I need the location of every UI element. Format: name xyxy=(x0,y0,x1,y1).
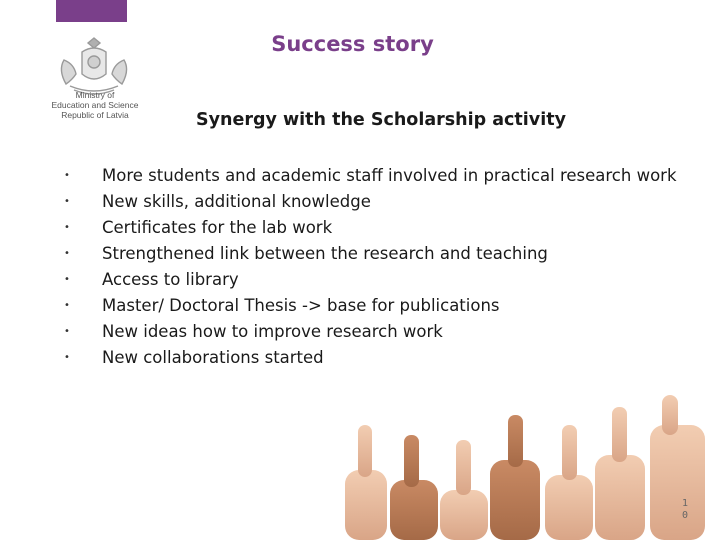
bullet-list xyxy=(60,165,700,373)
page-number xyxy=(678,498,692,522)
bullet-dot-icon: • xyxy=(64,300,70,311)
logo-line-3: Republic of Latvia xyxy=(61,110,129,120)
logo-line-2: Education and Science xyxy=(51,100,139,110)
bullet-text: New ideas how to improve research work xyxy=(102,322,443,341)
header-accent-bar xyxy=(56,0,127,22)
slide-subtitle: Synergy with the Scholarship activity xyxy=(196,110,566,130)
bullet-dot-icon: • xyxy=(64,274,70,285)
thumbs-up-image xyxy=(340,395,720,540)
list-item xyxy=(60,217,700,238)
bullet-dot-icon: • xyxy=(64,222,70,233)
list-item xyxy=(60,347,700,368)
bullet-text: New collaborations started xyxy=(102,348,324,367)
list-item xyxy=(60,191,700,212)
thumb-hand-6 xyxy=(595,407,645,540)
bullet-text: Master/ Doctoral Thesis -> base for publications xyxy=(102,296,500,315)
thumb-hand-4 xyxy=(490,415,540,540)
list-item xyxy=(60,321,700,342)
page-number-digit-2: 0 xyxy=(681,510,689,521)
bullet-text: Certificates for the lab work xyxy=(102,218,333,237)
bullet-dot-icon: • xyxy=(64,352,70,363)
thumb-hand-3 xyxy=(440,440,488,540)
slide-title: Success story xyxy=(271,32,434,56)
bullet-dot-icon: • xyxy=(64,170,70,181)
thumb-hand-2 xyxy=(390,435,438,540)
thumb-hand-1 xyxy=(345,425,387,540)
bullet-text: More students and academic staff involved in practical research work xyxy=(102,166,677,185)
bullet-text: Strengthened link between the research and teaching xyxy=(102,244,548,263)
list-item xyxy=(60,243,700,264)
bullet-text: Access to library xyxy=(102,270,239,289)
list-item xyxy=(60,295,700,316)
bullet-text: New skills, additional knowledge xyxy=(102,192,371,211)
thumb-hand-5 xyxy=(545,425,593,540)
bullet-dot-icon: • xyxy=(64,326,70,337)
list-item xyxy=(60,165,700,186)
page-number-digit-1: 1 xyxy=(681,498,689,509)
logo-line-1: Ministry of xyxy=(75,90,115,100)
bullet-dot-icon: • xyxy=(64,248,70,259)
bullet-dot-icon: • xyxy=(64,196,70,207)
list-item xyxy=(60,269,700,290)
